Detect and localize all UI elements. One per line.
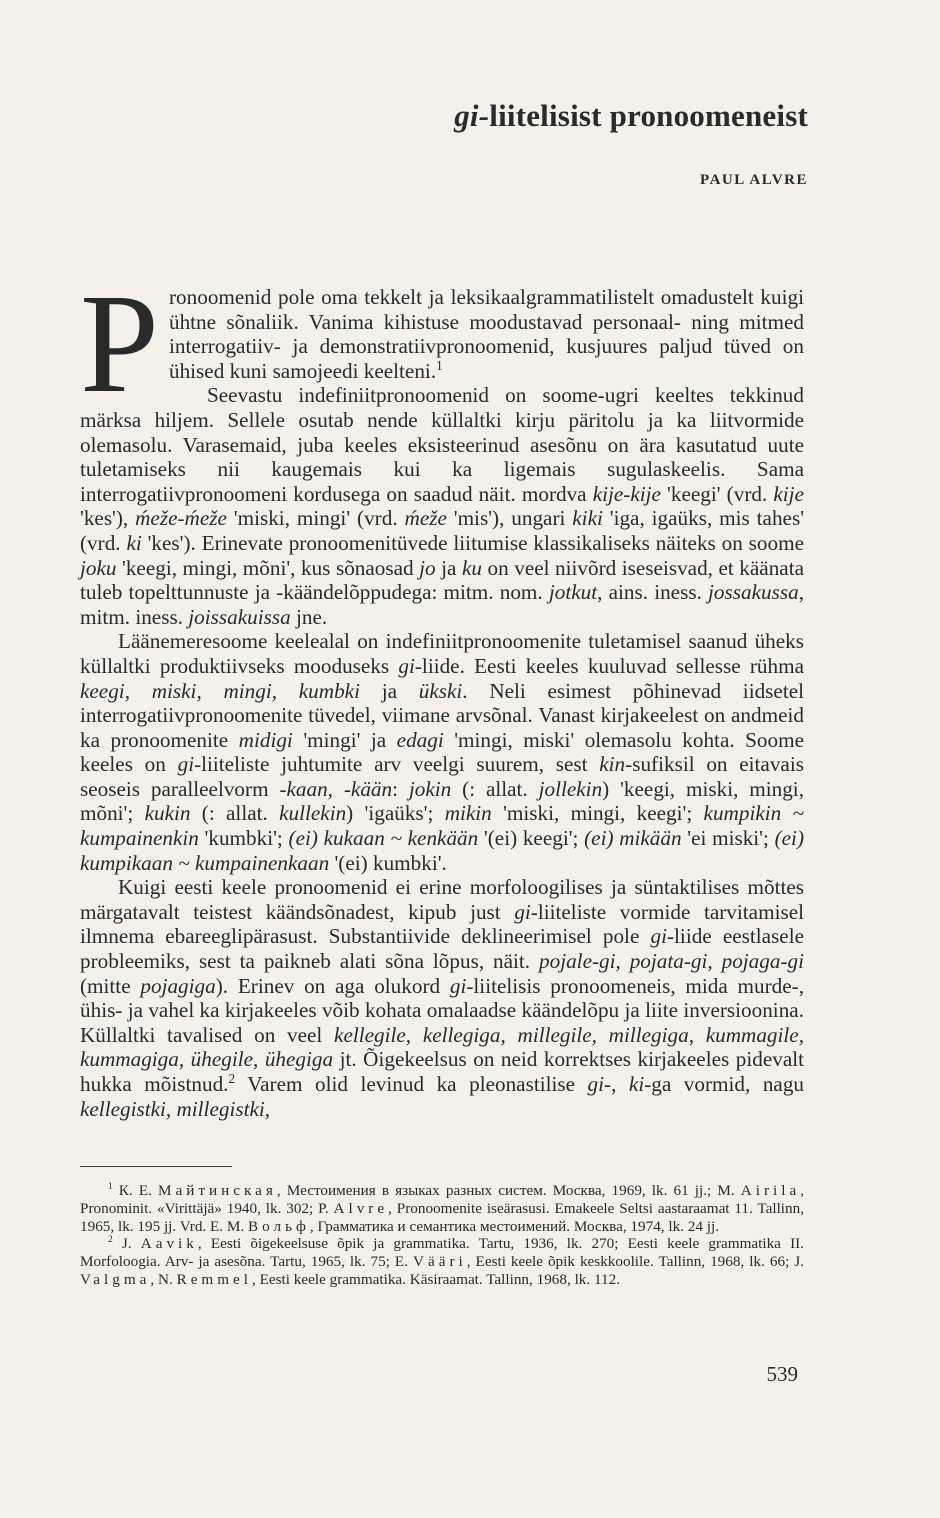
footnote-2: $^2$ J. Aavik, Eesti õigekeelsuse õpik ja grammatika. Tartu, 1936, lk. 270; Eesti keele grammatika II. Morfoloogia. Arv- ja asesõna. Tartu, 1965, lk. 75; E. Vääri, Eesti keele õpik keskkoolile. Tallinn, 1968, lk. 66; J. Valgma, N. Remmel, Eesti keele grammatika. Käsiraamat. Tallinn, 1968, lk. 112. — [80, 1235, 804, 1288]
paragraph-2: Seevastu indefiniitpronoomenid on soome-ugri keeltes tekkinud märksa hiljem. Sellele osutab nende küllaltki kirju päritolu ja ka liitvormide olemasolu. Varasemaid, juba keeles eksisteerinud asesõnu on ära kasutatud uute tuletamiseks nii kaugemais kui ka ligemais sugulaskeelis. Sama interrogatiivpronoomeni kordusega on saadud näit. mordva kije-kije 'keegi' (vrd. kije 'kes'), ḿeže-ḿeže 'miski, mingi' (vrd. ḿeže 'mis'), ungari kiki 'iga, igaüks, mis tahes' (vrd. ki 'kes'). Erinevate pronoomenitüvede liitumise klassikaliseks näiteks on soome joku 'keegi, mingi, mõni', kus sõnaosad jo ja ku on veel niivõrd iseseisvad, et käänata tuleb topelttunnuste ja -käändelõppudega: mitm. nom. jotkut, ains. iness. jossakussa, mitm. iness. joissakuissa jne. — [80, 383, 805, 629]
paragraph-3: Läänemeresoome keelealal on indefiniitpronoomenite tuletamisel saanud üheks küllaltki produktiivseks mooduseks gi-liide. Eesti keeles kuuluvad sellesse rühma keegi, miski, mingi, kumbki ja ükski. Neli esimest põhinevad iidsetel interrogatiivpronoomenite tüvedel, viimane arvsõnal. Vanast kirjakeelest on andmeid ka pronoomenite midigi 'mingi' ja edagi 'mingi, miski' olemasolu kohta. Soome keeles on gi-liiteliste juhtumite arv veelgi suurem, sest kin-sufiksil on eitavais seoseis paralleelvorm -kaan, -kään: jokin (: allat. jollekin) 'keegi, miski, mingi, mõni'; kukin (: allat. kullekin) 'igaüks'; mikin 'miski, mingi, keegi'; kumpikin ~ kumpainenkin 'kumbki'; (ei) kukaan ~ kenkään '(ei) keegi'; (ei) mikään 'ei miski'; (ei) kumpikaan ~ kumpainenkaan '(ei) kumbki'. — [80, 629, 804, 875]
article-title — [454, 98, 808, 134]
footnote-ref-2[interactable]: 2 — [228, 1070, 236, 1086]
footnote-ref-1[interactable]: 1 — [436, 357, 443, 373]
drop-cap: P — [80, 264, 159, 422]
article-body — [80, 264, 805, 1121]
paragraph-4: Kuigi eesti keele pronoomenid ei erine morfoloogilises ja süntaktilises mõttes märgatavalt teistest käändsõnadest, kipub just gi-liiteliste vormide tarvitamisel ilmnema ebareeglipärasust. Substantiivide deklineerimisel pole gi-liide eestlasele probleemiks, sest ta paikneb alati sõna lõpus, näit. pojale-gi, pojata-gi, pojaga-gi (mitte pojagiga). Erinev on aga olukord gi-liitelisis pronoomeneis, mida murde-, ühis- ja vahel ka kirjakeeles võib kohata omalaadse käändelõpu ja liite inversioonina. Küllaltki tavalised on veel kellegile, kellegiga, millegile, millegiga, kummagile, kummagiga, ühegile, ühegiga jt. Õigekeelsus on neid korrektses kirjakeeles pidevalt hukka mõistnud.$^2$ Varem olid levinud ka pleonastilise gi-, ki-ga vormid, nagu kellegistki, millegistki, — [80, 875, 805, 1121]
paragraph-1: Pronoomenid pole oma tekkelt ja leksikaalgrammatilistelt omadustelt kuigi ühtne sõnaliik. Vanima kihistuse moodustavad personaal- ning mitmed interrogatiiv- ja demonstratiivpronoomenid, kusjuures paljud tüved on ühised kuni samojeedi keelteni.$^1$ — [80, 264, 804, 422]
footnote-number: 1 — [108, 1181, 113, 1192]
footnote-number: 2 — [108, 1235, 113, 1246]
page-number: 539 — [766, 1362, 798, 1386]
author-name: PAUL ALVRE — [700, 172, 808, 188]
title-rest: liitelisist pronoomeneist — [489, 98, 808, 133]
footnote-divider — [80, 1166, 232, 1167]
footnote-1: $^1$ К. Е. Майтинская, Местоимения в языках разных систем. Москва, 1969, lk. 61 jj.; M. Airila, Pronominit. «Virittäjä» 1940, lk. 302; P. Alvre, Pronoomenite iseärasusi. Emakeele Seltsi aastaraamat 11. Tallinn, 1965, lk. 195 jj. Vrd. Е. М. Вольф, Грамматика и семантика местоимений. Москва, 1974, lk. 24 jj. — [80, 1181, 804, 1235]
footnotes — [80, 1182, 804, 1289]
title-prefix: gi- — [454, 98, 490, 133]
